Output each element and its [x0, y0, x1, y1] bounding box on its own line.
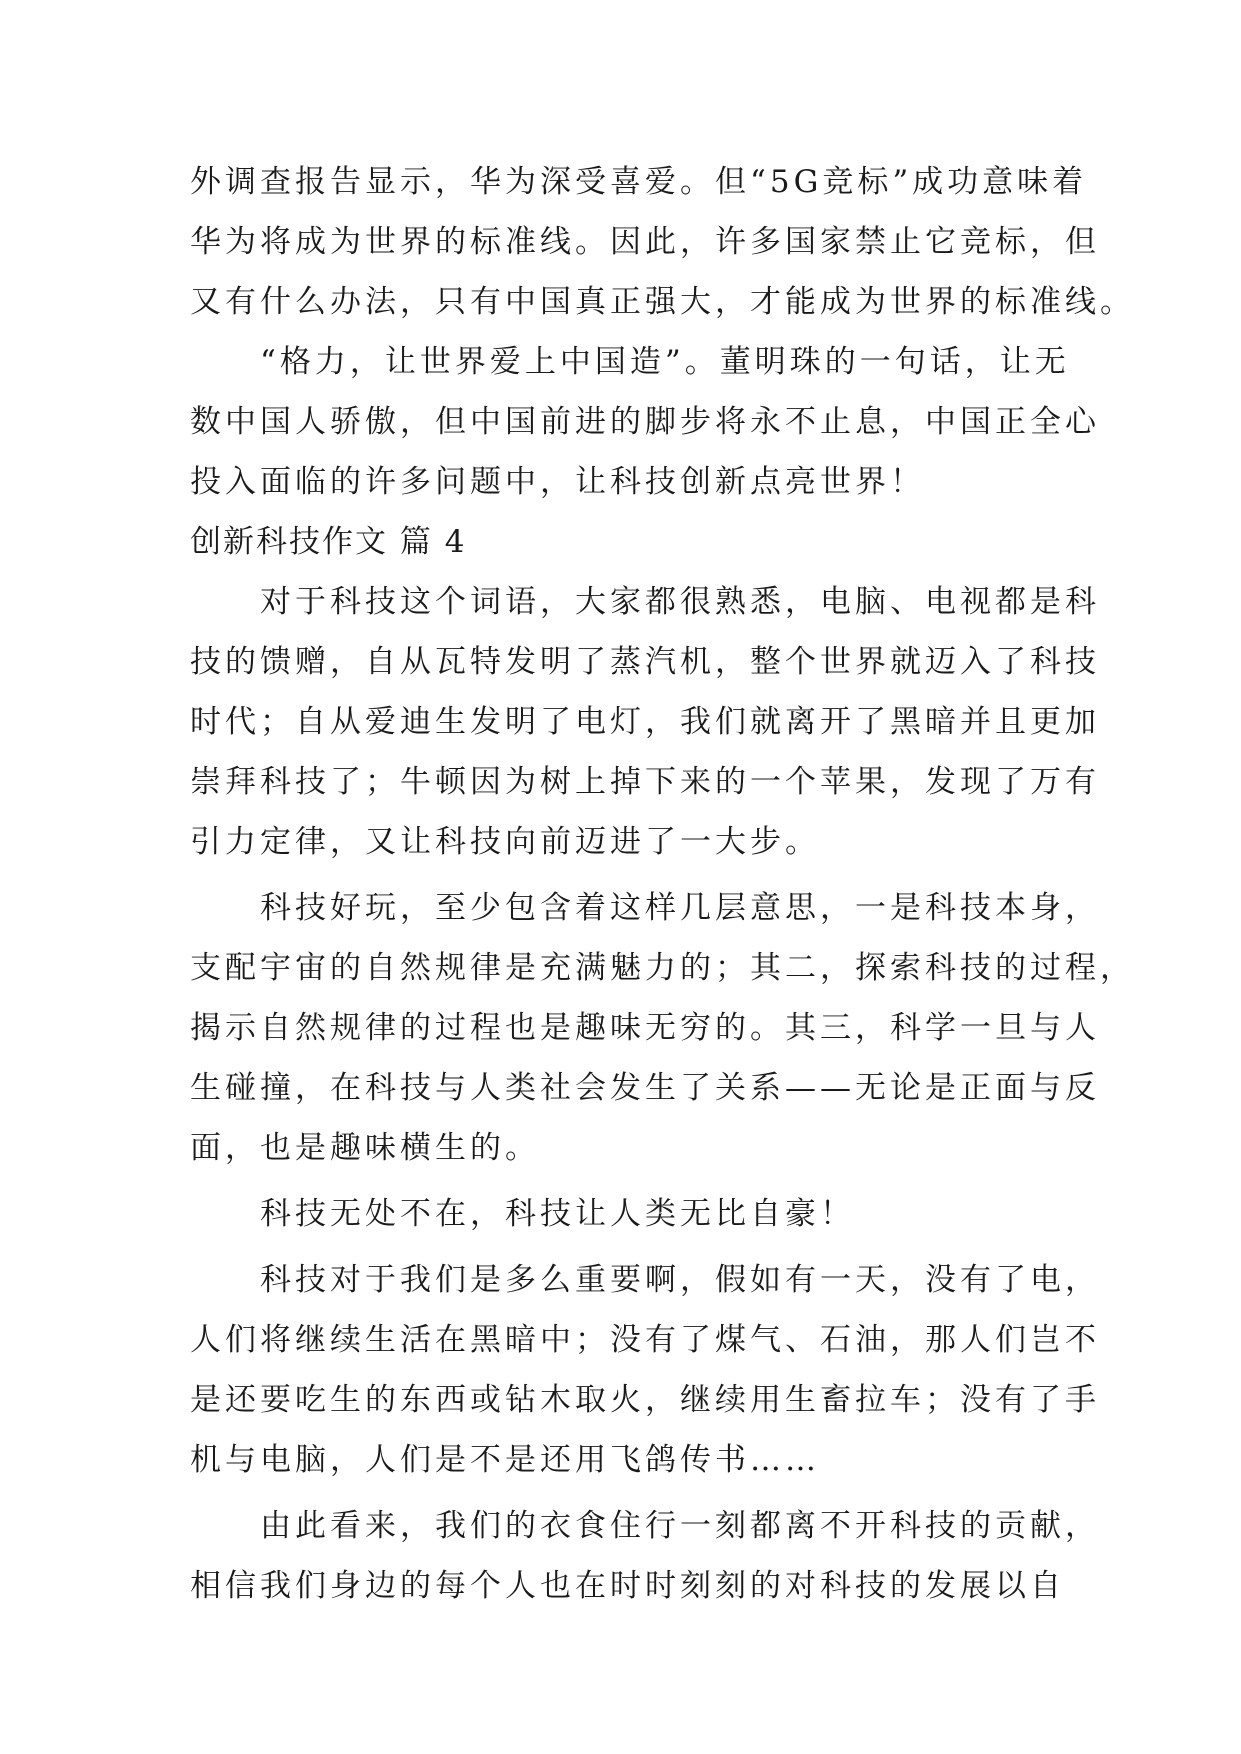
section-heading: 创新科技作文 篇 4 — [190, 524, 467, 560]
text-line: 外调查报告显示，华为深受喜爱。但“5G竞标”成功意味着 — [190, 164, 1088, 200]
paragraph-first-line: 对于科技这个词语，大家都很熟悉，电脑、电视都是科 — [260, 584, 1100, 620]
text-line: 崇拜科技了；牛顿因为树上掉下来的一个苹果，发现了万有 — [190, 764, 1100, 800]
text-line: 生碰撞，在科技与人类社会发生了关系——无论是正面与反 — [190, 1070, 1100, 1106]
text-line: 机与电脑，人们是不是还用飞鸽传书…… — [190, 1442, 820, 1478]
text-line: 揭示自然规律的过程也是趣味无穷的。其三，科学一旦与人 — [190, 1010, 1100, 1046]
paragraph-first-line: “格力，让世界爱上中国造”。董明珠的一句话，让无 — [260, 344, 1070, 380]
text-line: 是还要吃生的东西或钻木取火，继续用生畜拉车；没有了手 — [190, 1382, 1100, 1418]
text-line: 技的馈赠，自从瓦特发明了蒸汽机，整个世界就迈入了科技 — [190, 644, 1100, 680]
text-line: 时代；自从爱迪生发明了电灯，我们就离开了黑暗并且更加 — [190, 704, 1100, 740]
text-line: 数中国人骄傲，但中国前进的脚步将永不止息，中国正全心 — [190, 404, 1100, 440]
text-line: 支配宇宙的自然规律是充满魅力的；其二，探索科技的过程， — [190, 950, 1135, 986]
text-line: 相信我们身边的每个人也在时时刻刻的对科技的发展以自 — [190, 1568, 1065, 1604]
text-line: 面，也是趣味横生的。 — [190, 1130, 540, 1166]
text-line: 又有什么办法，只有中国真正强大，才能成为世界的标准线。 — [190, 284, 1135, 320]
paragraph-first-line: 科技无处不在，科技让人类无比自豪！ — [260, 1196, 855, 1232]
paragraph-first-line: 科技对于我们是多么重要啊，假如有一天，没有了电， — [260, 1262, 1100, 1298]
text-line: 引力定律，又让科技向前迈进了一大步。 — [190, 824, 820, 860]
text-line: 人们将继续生活在黑暗中；没有了煤气、石油，那人们岂不 — [190, 1322, 1100, 1358]
paragraph-first-line: 由此看来，我们的衣食住行一刻都离不开科技的贡献， — [260, 1508, 1100, 1544]
text-line: 华为将成为世界的标准线。因此，许多国家禁止它竞标，但 — [190, 224, 1100, 260]
paragraph-first-line: 科技好玩，至少包含着这样几层意思，一是科技本身， — [260, 890, 1100, 926]
document-body — [190, 152, 1135, 1616]
text-line: 投入面临的许多问题中，让科技创新点亮世界！ — [190, 464, 925, 500]
